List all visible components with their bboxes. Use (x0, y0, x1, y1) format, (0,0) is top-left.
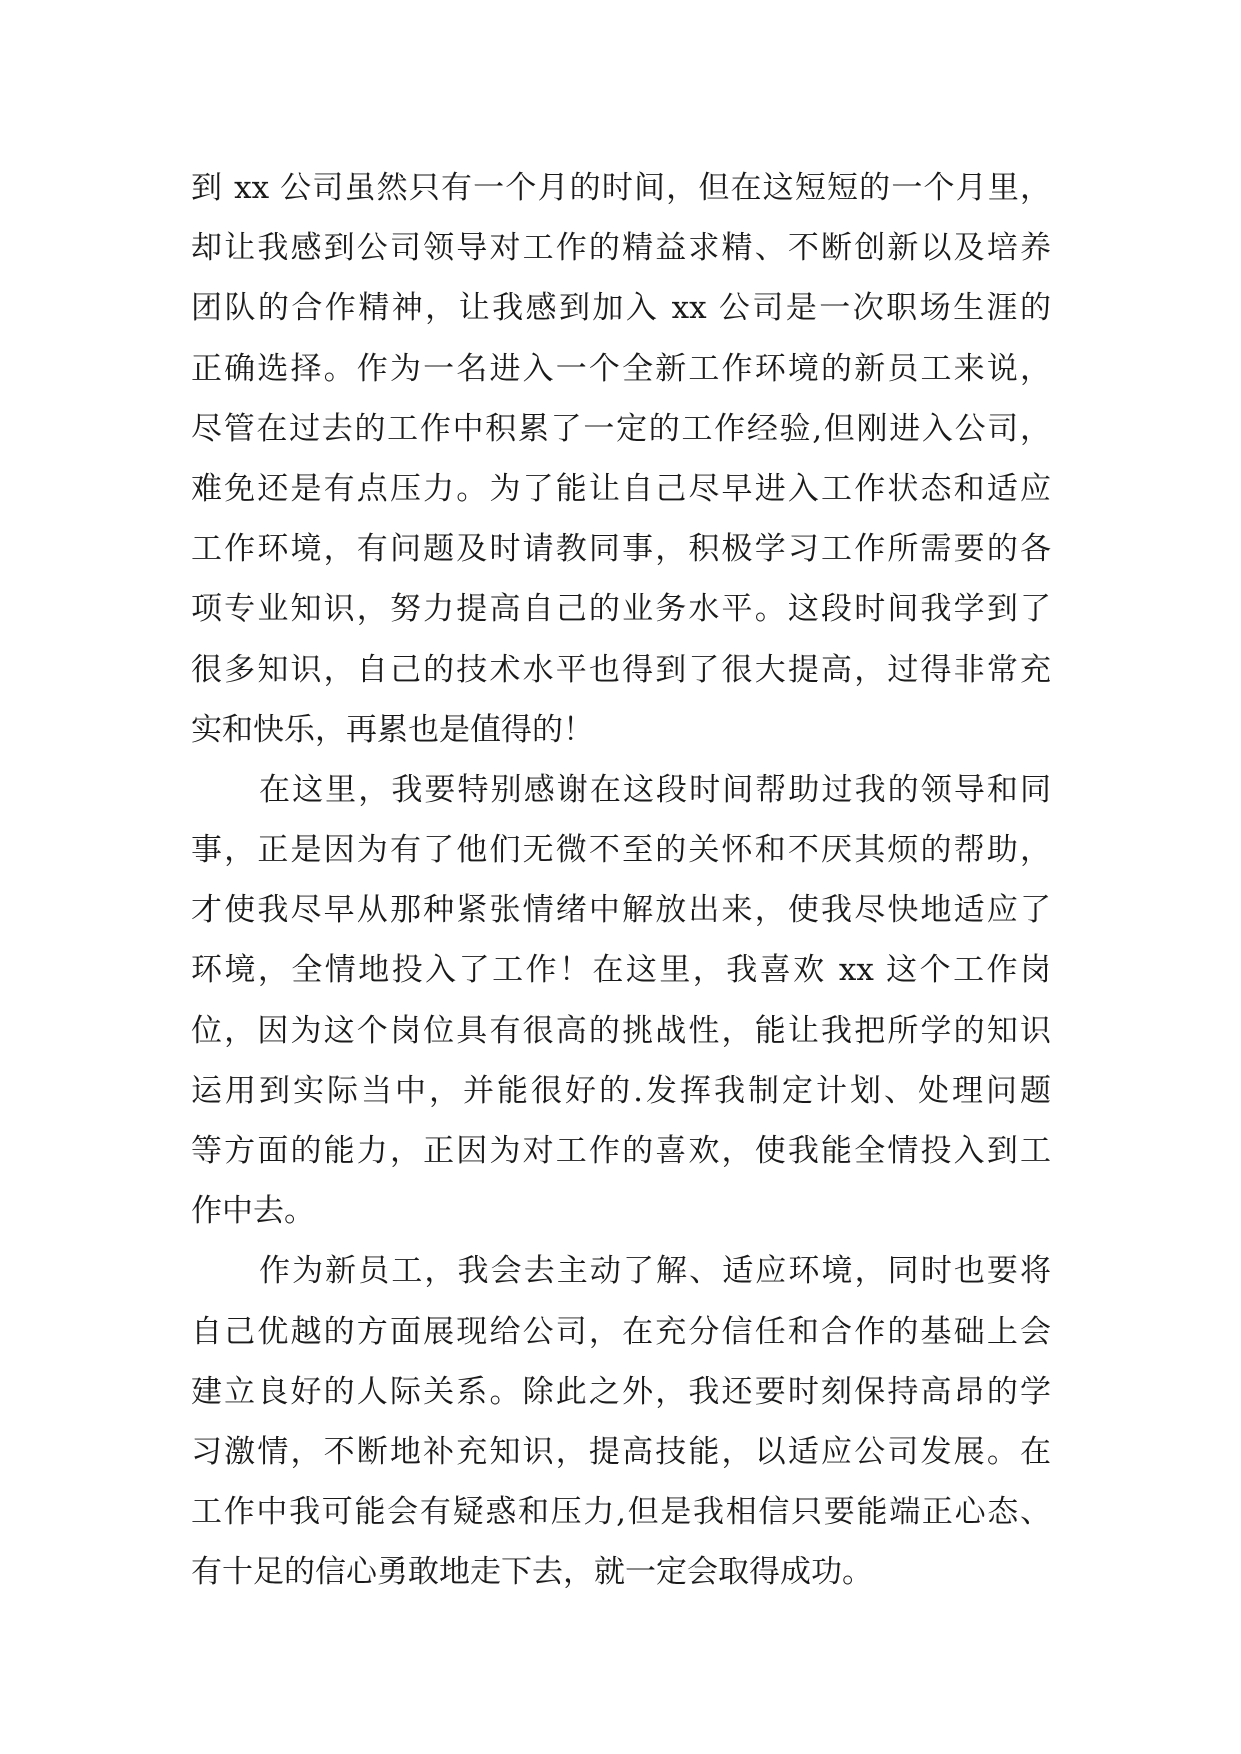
text-line: 运用到实际当中，并能很好的.发挥我制定计划、处理问题 (191, 1072, 1051, 1109)
text-line: 却让我感到公司领导对工作的精益求精、不断创新以及培养 (191, 230, 1051, 267)
text-line: 工作环境，有问题及时请教同事，积极学习工作所需要的各 (191, 531, 1051, 568)
text-line: 尽管在过去的工作中积累了一定的工作经验,但刚进入公司， (191, 410, 1051, 447)
text-line: 自己优越的方面展现给公司，在充分信任和合作的基础上会 (191, 1313, 1051, 1350)
text-line: 习激情，不断地补充知识，提高技能，以适应公司发展。在 (191, 1433, 1051, 1470)
text-line: 作为新员工，我会去主动了解、适应环境，同时也要将 (259, 1253, 1051, 1290)
text-line: 有十足的信心勇敢地走下去，就一定会取得成功。 (191, 1554, 873, 1591)
text-line: 正确选择。作为一名进入一个全新工作环境的新员工来说， (191, 350, 1051, 387)
text-line: 作中去。 (191, 1193, 315, 1230)
text-line: 环境，全情地投入了工作！在这里，我喜欢 xx 这个工作岗 (191, 952, 1051, 989)
text-line: 项专业知识，努力提高自己的业务水平。这段时间我学到了 (191, 591, 1051, 628)
text-line: 团队的合作精神，让我感到加入 xx 公司是一次职场生涯的 (191, 290, 1051, 327)
text-line: 难免还是有点压力。为了能让自己尽早进入工作状态和适应 (191, 470, 1051, 507)
text-line: 事，正是因为有了他们无微不至的关怀和不厌其烦的帮助， (191, 832, 1051, 869)
text-line: 在这里，我要特别感谢在这段时间帮助过我的领导和同 (259, 771, 1051, 808)
text-line: 工作中我可能会有疑惑和压力,但是我相信只要能端正心态、 (191, 1494, 1051, 1531)
text-line: 建立良好的人际关系。除此之外，我还要时刻保持高昂的学 (191, 1373, 1051, 1410)
text-line: 位，因为这个岗位具有很高的挑战性，能让我把所学的知识 (191, 1012, 1051, 1049)
text-line: 到 xx 公司虽然只有一个月的时间，但在这短短的一个月里， (191, 170, 1051, 206)
text-line: 实和快乐，再累也是值得的！ (191, 711, 594, 748)
body-text (191, 158, 1051, 1603)
text-line: 很多知识，自己的技术水平也得到了很大提高，过得非常充 (191, 651, 1051, 688)
text-line: 才使我尽早从那种紧张情绪中解放出来，使我尽快地适应了 (191, 892, 1051, 929)
text-line: 等方面的能力，正因为对工作的喜欢，使我能全情投入到工 (191, 1133, 1051, 1169)
